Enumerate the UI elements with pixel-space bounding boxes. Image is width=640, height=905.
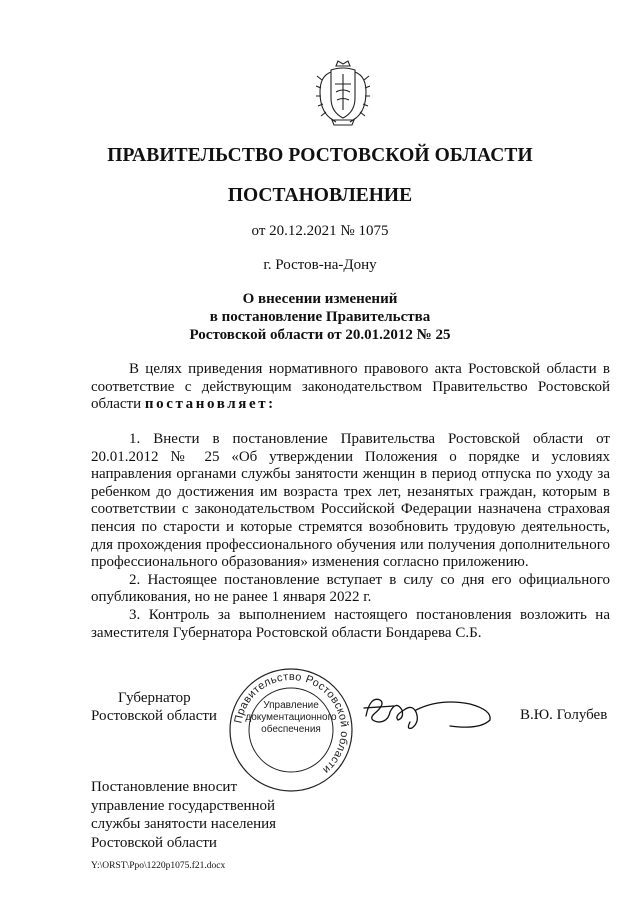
stamp-center-line: документационного <box>245 712 337 723</box>
decree-word: постановляет: <box>144 396 276 413</box>
organization-title: ПРАВИТЕЛЬСТВО РОСТОВСКОЙ ОБЛАСТИ <box>107 145 533 166</box>
stamp-center-line: Управление <box>263 700 319 711</box>
stamp-center-line: обеспечения <box>261 724 321 735</box>
stamp-ring-text: Правительство Ростовской области <box>232 670 351 777</box>
decree-item: 3. Контроль за выполнением настоящего постановления возложить на заместителя Губернатора Ростовской области Бондарева С.Б. <box>91 606 610 641</box>
stamp-center-text <box>226 700 356 736</box>
coat-of-arms-icon <box>316 58 370 126</box>
date-number: от 20.12.2021 № 1075 <box>251 223 389 239</box>
note-line: Постановление вносит <box>91 779 238 795</box>
decree-item: 2. Настоящее постановление вступает в силу со дня его официального опубликования, но не ранее 1 января 2022 г. <box>91 571 610 606</box>
note-line: Ростовской области <box>91 834 217 851</box>
signatory-title <box>91 689 217 725</box>
note-line: службы занятости населения <box>91 816 277 832</box>
submitted-by-note <box>91 778 276 852</box>
note-line: управление государственной <box>91 797 276 814</box>
subject-line: в постановление Правительства <box>209 309 431 325</box>
decree-items <box>91 431 610 642</box>
subject-line: Ростовской области от 20.01.2012 № 25 <box>189 327 451 343</box>
signatory-name: В.Ю. Голубев <box>520 707 608 723</box>
subject-heading <box>0 290 640 344</box>
signatory-title-line: Ростовской области <box>91 708 217 724</box>
preamble-text: В целях приведения нормативного правового акта Ростовской области в соответствие с действующим законодательством Правительство Ростовской области <box>91 361 610 413</box>
preamble-paragraph <box>91 361 610 414</box>
decree-item: 1. Внести в постановление Правительства Ростовской области от 20.01.2012 № 25 «Об утверждении Положения о порядке и условиях направления органами службы занятости женщин в период отпуска по уходу за ребенком до достижения им возраста трех лет, незанятых граждан, которым в соответствии с законодательством Российской Федерации назначена страховая пенсия по старости и которые стремятся возобновить трудовую деятельность, для прохождения профессионального обучения или получения дополнительного профессионального образования» изменения согласно приложению. <box>91 431 610 571</box>
subject-line: О внесении изменений <box>242 291 398 307</box>
file-path: Y:\ORST\Ppo\1220p1075.f21.docx <box>91 861 226 871</box>
document-type: ПОСТАНОВЛЕНИЕ <box>227 185 413 206</box>
city: г. Ростов-на-Дону <box>263 257 377 273</box>
signatory-title-line: Губернатор <box>118 690 191 706</box>
handwritten-signature <box>360 686 500 740</box>
